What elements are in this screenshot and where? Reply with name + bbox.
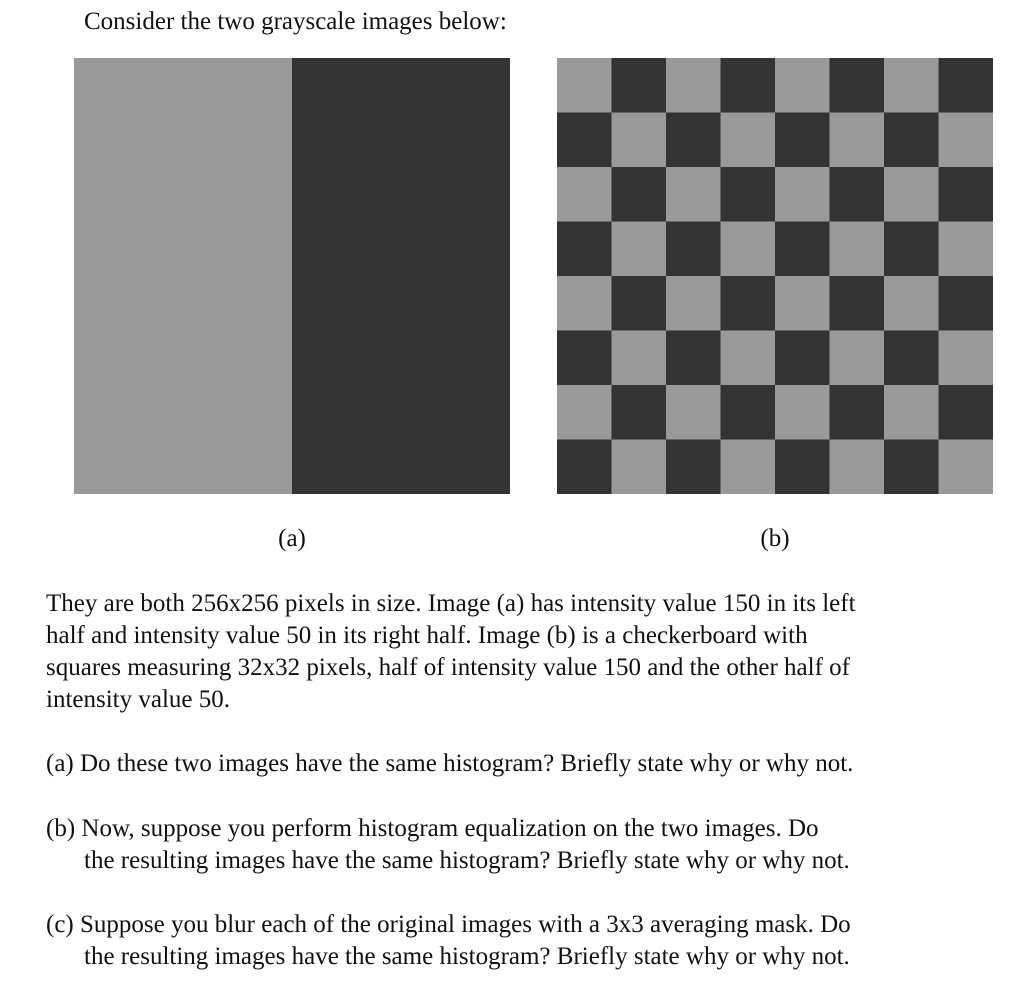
checker-square-dark: [721, 276, 776, 331]
checker-square-dark: [939, 167, 994, 222]
description-line: They are both 256x256 pixels in size. Image (a) has intensity value 150 in its left: [46, 590, 856, 617]
question-b-line: the resulting images have the same histogram? Briefly state why or why not.: [84, 847, 850, 874]
checker-square-dark: [612, 385, 667, 440]
question-c: [46, 909, 1006, 973]
checker-square-dark: [721, 58, 776, 113]
question-c-line: the resulting images have the same histogram? Briefly state why or why not.: [84, 943, 850, 970]
checker-square-light: [557, 58, 612, 113]
checker-square-light: [939, 440, 994, 495]
checker-square-light: [939, 331, 994, 386]
checker-square-light: [666, 58, 721, 113]
checker-square-light: [830, 222, 885, 277]
checker-square-light: [721, 222, 776, 277]
description-paragraph: [46, 588, 1006, 716]
checker-square-light: [557, 385, 612, 440]
description-line: squares measuring 32x32 pixels, half of intensity value 150 and the other half of: [46, 654, 850, 681]
checker-square-dark: [721, 167, 776, 222]
checker-square-dark: [612, 167, 667, 222]
caption-b: (b): [760, 525, 790, 552]
checker-square-dark: [557, 113, 612, 168]
checker-square-dark: [666, 440, 721, 495]
checker-square-dark: [666, 331, 721, 386]
checker-square-light: [884, 58, 939, 113]
intro-text: Consider the two grayscale images below:: [84, 8, 507, 35]
checker-square-light: [612, 113, 667, 168]
question-b-line: (b) Now, suppose you perform histogram equalization on the two images. Do: [46, 815, 819, 842]
checker-square-dark: [884, 113, 939, 168]
checker-square-light: [884, 276, 939, 331]
question-a-line: (a) Do these two images have the same histogram? Briefly state why or why not.: [46, 750, 854, 777]
checker-square-dark: [884, 331, 939, 386]
checker-square-light: [721, 113, 776, 168]
checker-square-dark: [775, 222, 830, 277]
image-a-right-half: [292, 58, 510, 494]
checker-square-dark: [939, 385, 994, 440]
checker-square-light: [775, 385, 830, 440]
checker-square-dark: [775, 440, 830, 495]
checker-square-dark: [721, 385, 776, 440]
question-b: [46, 813, 1006, 877]
checker-square-dark: [775, 331, 830, 386]
checker-square-light: [830, 113, 885, 168]
checker-square-light: [939, 113, 994, 168]
checker-square-dark: [612, 276, 667, 331]
checker-square-light: [830, 331, 885, 386]
image-a-left-half: [74, 58, 292, 494]
checker-square-dark: [612, 58, 667, 113]
checker-square-light: [884, 167, 939, 222]
checker-square-light: [612, 440, 667, 495]
image-b-checkerboard: [557, 58, 993, 494]
checker-square-dark: [939, 58, 994, 113]
checker-square-dark: [939, 276, 994, 331]
description-line: intensity value 50.: [46, 686, 230, 713]
checker-square-light: [666, 385, 721, 440]
checker-square-light: [830, 440, 885, 495]
caption-a: (a): [278, 525, 306, 552]
checker-square-light: [775, 167, 830, 222]
checker-square-dark: [830, 58, 885, 113]
description-line: half and intensity value 50 in its right half. Image (b) is a checkerboard with: [46, 622, 808, 649]
checker-square-dark: [557, 331, 612, 386]
checker-square-light: [612, 222, 667, 277]
checker-square-dark: [830, 167, 885, 222]
checker-square-dark: [557, 440, 612, 495]
checker-square-light: [721, 331, 776, 386]
checker-square-light: [939, 222, 994, 277]
checker-square-light: [612, 331, 667, 386]
checker-square-dark: [775, 113, 830, 168]
checker-square-light: [775, 58, 830, 113]
checker-square-dark: [557, 222, 612, 277]
checker-square-dark: [830, 385, 885, 440]
checker-square-light: [666, 167, 721, 222]
checker-square-dark: [884, 222, 939, 277]
image-a-half-split: [74, 58, 510, 494]
checker-square-light: [775, 276, 830, 331]
question-a: [46, 748, 1006, 780]
checker-square-light: [557, 276, 612, 331]
checker-square-light: [666, 276, 721, 331]
checker-square-light: [884, 385, 939, 440]
checker-square-dark: [830, 276, 885, 331]
checker-square-dark: [666, 113, 721, 168]
checker-square-light: [557, 167, 612, 222]
checker-square-dark: [666, 222, 721, 277]
checker-square-light: [721, 440, 776, 495]
question-c-line: (c) Suppose you blur each of the original images with a 3x3 averaging mask. Do: [46, 911, 851, 938]
checker-square-dark: [884, 440, 939, 495]
